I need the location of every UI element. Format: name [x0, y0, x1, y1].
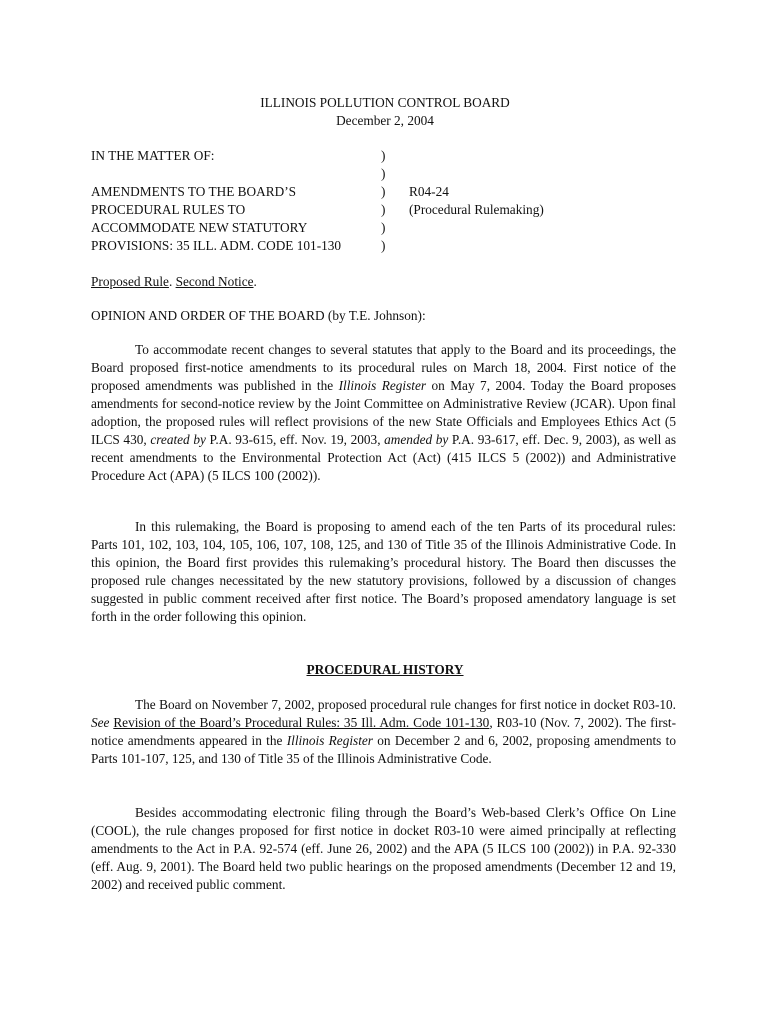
text-run: The Board on November 7, 2002, proposed procedural rule changes for first notice in docket R03-10. [135, 697, 676, 712]
caption-paren: ) [381, 148, 386, 163]
paragraph-3 [91, 696, 676, 768]
case-citation: Revision of the Board’s Procedural Rules: 35 Ill. Adm. Code 101-130 [113, 715, 490, 730]
italic-run: Illinois Register [286, 733, 373, 748]
text-run: , R03-10 (Nov. 7, 2002). The first-notice amendments appeared in the [91, 715, 677, 748]
caption-row [91, 183, 691, 201]
text-run: To accommodate recent changes to several statutes that apply to the Board and its proceedings, the Board proposed first-notice amendments to its procedural rules on March 18, 2004. First notice of the proposed amendments was published in the [91, 342, 676, 393]
paragraph-4: Besides accommodating electronic filing through the Board’s Web-based Clerk’s Office On Line (COOL), the rule changes proposed for first notice in docket R03-10 were aimed principally at reflecting amendments to the Act in P.A. 92-574 (eff. June 26, 2002) and the APA (5 ILCS 100 (2002)) in P.A. 92-330 (eff. Aug. 9, 2001). The Board held two public hearings on the proposed amendments (December 12 and 19, 2002) and received public comment. [91, 805, 676, 892]
caption-row [91, 165, 691, 183]
text-run: on May 7, 2004. Today the Board proposes amendments for second-notice review by the Joint Committee on Administrative Review (JCAR). Upon final adoption, the proposed rules will reflect provisions of the new State Officials and Employees Ethics Act (5 ILCS 430, [91, 378, 676, 447]
caption-left: PROCEDURAL RULES TO [91, 202, 246, 217]
second-notice-label: Second Notice [175, 274, 254, 289]
case-caption [91, 147, 691, 255]
caption-paren: ) [381, 184, 386, 199]
text-run: P.A. 93-615, eff. Nov. 19, 2003, [205, 432, 385, 447]
opinion-title: OPINION AND ORDER OF THE BOARD (by T.E. Johnson): [91, 308, 426, 323]
text-run: P.A. 93-617, eff. Dec. 9, 2003), as well as recent amendments to the Environmental Protection Act (Act) (415 ILCS 5 (2002)) and Administrative Procedure Act (APA) (5 ILCS 100 (2002)). [91, 432, 676, 483]
caption-left: ACCOMMODATE NEW STATUTORY [91, 220, 308, 235]
paragraph-1 [91, 341, 676, 485]
proposed-rule-label: Proposed Rule [91, 274, 169, 289]
caption-left: PROVISIONS: 35 ILL. ADM. CODE 101-130 [91, 238, 342, 253]
text-run: on December 2 and 6, 2002, proposing amendments to Parts 101-107, 125, and 130 of Title 35 of the Illinois Administrative Code. [91, 733, 676, 766]
italic-run: created by [150, 432, 206, 447]
docket-number: R04-24 [409, 184, 449, 199]
agency-name: ILLINOIS POLLUTION CONTROL BOARD [260, 95, 510, 110]
caption-row [91, 147, 691, 165]
caption-paren: ) [381, 166, 386, 181]
caption-paren: ) [381, 220, 386, 235]
separator: . [253, 274, 257, 289]
caption-paren: ) [381, 238, 386, 253]
separator: . [168, 274, 176, 289]
caption-left: AMENDMENTS TO THE BOARD’S [91, 184, 297, 199]
caption-left: IN THE MATTER OF: [91, 148, 215, 163]
caption-row [91, 201, 691, 219]
italic-run: See [91, 715, 110, 730]
italic-run: amended by [384, 432, 449, 447]
italic-run: Illinois Register [338, 378, 427, 393]
caption-row [91, 219, 691, 237]
caption-left [91, 165, 381, 183]
section-heading: PROCEDURAL HISTORY [306, 662, 464, 677]
rulemaking-type: (Procedural Rulemaking) [409, 202, 544, 217]
document-date: December 2, 2004 [336, 113, 434, 128]
caption-row [91, 237, 691, 255]
notice-line [91, 273, 257, 291]
caption-paren: ) [381, 202, 386, 217]
paragraph-2: In this rulemaking, the Board is proposing to amend each of the ten Parts of its procedural rules: Parts 101, 102, 103, 104, 105, 106, 107, 108, 125, and 130 of Title 35 of the Illinois Administrative Code. In this opinion, the Board first provides this rulemaking’s procedural history. The Board then discusses the proposed rule changes necessitated by the new statutory provisions, followed by a discussion of changes suggested in public comment received after first notice. The Board’s proposed amendatory language is set forth in the order following this opinion. [91, 519, 676, 624]
